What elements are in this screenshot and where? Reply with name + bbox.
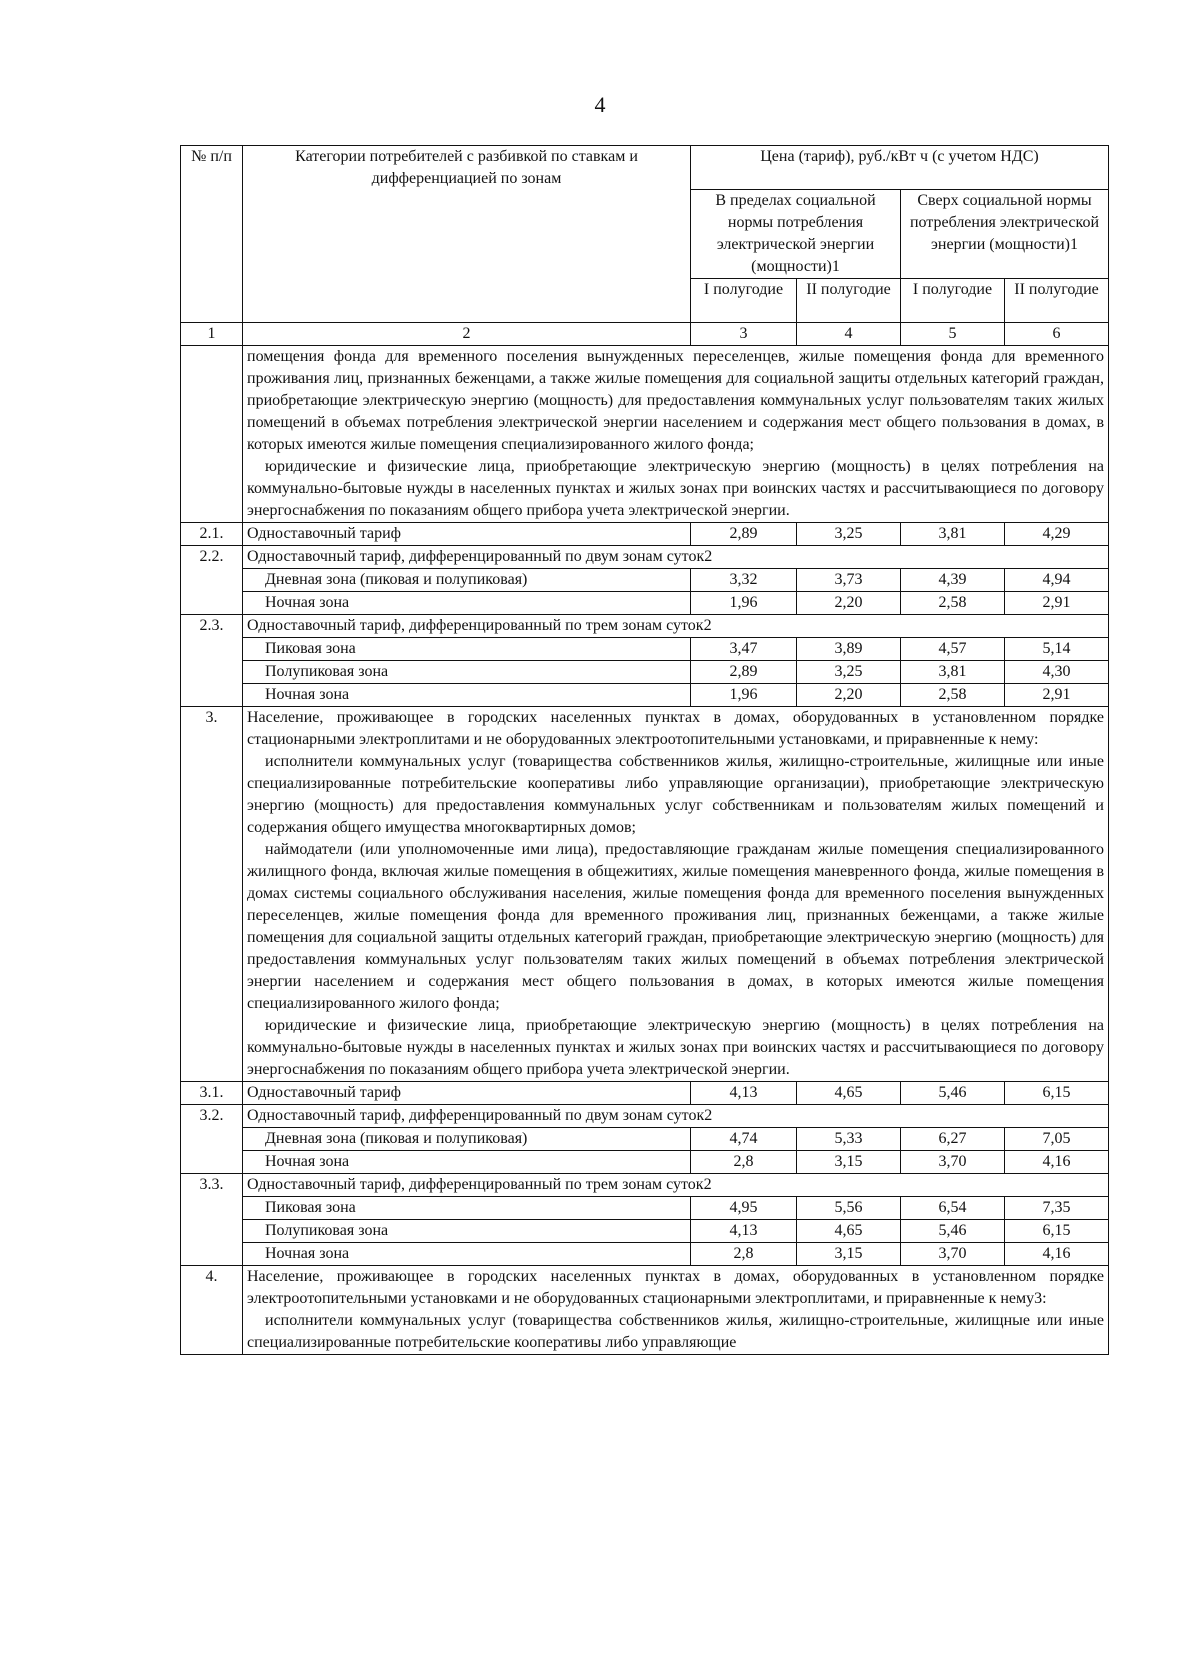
table-row — [181, 1151, 1109, 1174]
value-cell: 5,14 — [1005, 638, 1109, 661]
row-label: Дневная зона (пиковая и полупиковая) — [243, 1128, 691, 1151]
header-above-norm: Сверх социальной нормы потребления электрической энергии (мощности)1 — [901, 190, 1109, 279]
value-cell: 3,25 — [797, 661, 901, 684]
table-row — [181, 1243, 1109, 1266]
row-number: 3.2. — [181, 1105, 243, 1174]
row-label: Полупиковая зона — [243, 661, 691, 684]
value-cell: 2,91 — [1005, 592, 1109, 615]
section-description — [243, 707, 1109, 1082]
value-cell: 2,91 — [1005, 684, 1109, 707]
row-number: 4. — [181, 1266, 243, 1355]
table-row — [181, 546, 1109, 569]
value-cell: 6,54 — [901, 1197, 1005, 1220]
row-number: 2.2. — [181, 546, 243, 615]
row-label: Пиковая зона — [243, 1197, 691, 1220]
row-number: 2.1. — [181, 523, 243, 546]
value-cell: 3,25 — [797, 523, 901, 546]
value-cell: 4,95 — [691, 1197, 797, 1220]
row-label: Полупиковая зона — [243, 1220, 691, 1243]
header-num: № п/п — [181, 146, 243, 323]
row-label: Пиковая зона — [243, 638, 691, 661]
table-row — [181, 1105, 1109, 1128]
value-cell: 4,65 — [797, 1220, 901, 1243]
value-cell: 7,05 — [1005, 1128, 1109, 1151]
table-row — [181, 592, 1109, 615]
row-label: Ночная зона — [243, 684, 691, 707]
value-cell: 3,81 — [901, 661, 1005, 684]
value-cell: 4,30 — [1005, 661, 1109, 684]
value-cell: 3,89 — [797, 638, 901, 661]
value-cell: 4,74 — [691, 1128, 797, 1151]
value-cell: 3,47 — [691, 638, 797, 661]
value-cell: 3,70 — [901, 1151, 1005, 1174]
value-cell: 4,13 — [691, 1082, 797, 1105]
value-cell: 4,94 — [1005, 569, 1109, 592]
row-label: Одноставочный тариф — [243, 1082, 691, 1105]
value-cell: 4,16 — [1005, 1151, 1109, 1174]
header-h2-above: II полугодие — [1005, 279, 1109, 323]
value-cell: 5,56 — [797, 1197, 901, 1220]
row-subtitle: Одноставочный тариф, дифференцированный по трем зонам суток2 — [243, 615, 1109, 638]
continuation-paragraph: помещения фонда для временного поселения вынужденных переселенцев, жилые помещения фонда для временного проживания лиц, признанных беженцами, а также жилые помещения для социальной защиты отдельных категорий граждан, приобретающие электрическую энергию (мощность) для предоставления коммунальных услуг пользователям таких жилых помещений в объемах потребления электрической энергии населением и содержания мест общего пользования в домах, в которых имеются жилые помещения специализированного жилого фонда; — [247, 348, 1104, 453]
section-paragraph: исполнители коммунальных услуг (товарищества собственников жилья, жилищно-строительные, жилищные или иные специализированные потребительские кооперативы либо управляющие — [247, 1312, 1104, 1351]
value-cell: 5,46 — [901, 1082, 1005, 1105]
value-cell: 3,81 — [901, 523, 1005, 546]
value-cell: 5,46 — [901, 1220, 1005, 1243]
section-paragraph: наймодатели (или уполномоченные ими лица), предоставляющие гражданам жилые помещения специализированного жилищного фонда, включая жилые помещения в общежитиях, жилые помещения маневренного фонда, жилые помещения в домах системы социального обслуживания населения, жилые помещения фонда для временного поселения вынужденных переселенцев, жилые помещения фонда для временного проживания лиц, признанных беженцами, а также жилые помещения для социальной защиты отдельных категорий граждан, приобретающие электрическую энергию (мощность) для предоставления коммунальных услуг пользователям таких жилых помещений в объемах потребления электрической энергии населением и содержания мест общего пользования в домах, в которых имеются жилые помещения специализированного жилого фонда; — [247, 841, 1104, 1012]
value-cell: 2,8 — [691, 1243, 797, 1266]
value-cell: 2,20 — [797, 592, 901, 615]
row-number: 3.1. — [181, 1082, 243, 1105]
table-row — [181, 1128, 1109, 1151]
row-number: 3. — [181, 707, 243, 1082]
header-category: Категории потребителей с разбивкой по ставкам и дифференциацией по зонам — [243, 146, 691, 323]
row-label: Ночная зона — [243, 1151, 691, 1174]
table-row — [181, 615, 1109, 638]
page-number: 4 — [594, 92, 606, 117]
value-cell: 1,96 — [691, 684, 797, 707]
section-description — [243, 1266, 1109, 1355]
value-cell: 1,96 — [691, 592, 797, 615]
row-number: 2.3. — [181, 615, 243, 707]
colnum-2: 2 — [243, 323, 691, 346]
table-row — [181, 1266, 1109, 1355]
row-subtitle: Одноставочный тариф, дифференцированный по трем зонам суток2 — [243, 1174, 1109, 1197]
row-label: Ночная зона — [243, 592, 691, 615]
value-cell: 5,33 — [797, 1128, 901, 1151]
row-label: Одноставочный тариф — [243, 523, 691, 546]
table-row — [181, 569, 1109, 592]
value-cell: 4,57 — [901, 638, 1005, 661]
header-row — [181, 146, 1109, 190]
row-number: 3.3. — [181, 1174, 243, 1266]
value-cell: 3,32 — [691, 569, 797, 592]
value-cell: 4,16 — [1005, 1243, 1109, 1266]
table-row — [181, 1197, 1109, 1220]
table-row — [181, 1220, 1109, 1243]
column-numbers-row — [181, 323, 1109, 346]
colnum-3: 3 — [691, 323, 797, 346]
header-price-title: Цена (тариф), руб./кВт ч (с учетом НДС) — [691, 146, 1109, 190]
row-subtitle: Одноставочный тариф, дифференцированный по двум зонам суток2 — [243, 1105, 1109, 1128]
continuation-paragraph: юридические и физические лица, приобретающие электрическую энергию (мощность) в целях потребления на коммунально-бытовые нужды в населенных пунктах и жилых зонах при воинских частях и рассчитывающиеся по договору энергоснабжения по показаниям общего прибора учета электрической энергии. — [247, 458, 1104, 519]
value-cell: 6,15 — [1005, 1220, 1109, 1243]
tariff-table — [180, 145, 1109, 1355]
value-cell: 4,39 — [901, 569, 1005, 592]
section-paragraph: Население, проживающее в городских населенных пунктах в домах, оборудованных в установленном порядке стационарными электроплитами и не оборудованных электроотопительными установками, и приравненные к нему: — [247, 709, 1104, 748]
value-cell: 6,15 — [1005, 1082, 1109, 1105]
colnum-5: 5 — [901, 323, 1005, 346]
table-row — [181, 684, 1109, 707]
row-subtitle: Одноставочный тариф, дифференцированный по двум зонам суток2 — [243, 546, 1109, 569]
continuation-text — [243, 346, 1109, 523]
header-h1-above: I полугодие — [901, 279, 1005, 323]
table-row — [181, 523, 1109, 546]
value-cell: 2,58 — [901, 592, 1005, 615]
value-cell: 7,35 — [1005, 1197, 1109, 1220]
header-h1-within: I полугодие — [691, 279, 797, 323]
header-within-norm: В пределах социальной нормы потребления электрической энергии (мощности)1 — [691, 190, 901, 279]
colnum-4: 4 — [797, 323, 901, 346]
value-cell: 2,20 — [797, 684, 901, 707]
continuation-row — [181, 346, 1109, 523]
value-cell: 3,15 — [797, 1243, 901, 1266]
value-cell: 2,89 — [691, 661, 797, 684]
table-row — [181, 661, 1109, 684]
table-row — [181, 638, 1109, 661]
table-row — [181, 1082, 1109, 1105]
value-cell: 4,29 — [1005, 523, 1109, 546]
value-cell: 2,8 — [691, 1151, 797, 1174]
value-cell: 2,89 — [691, 523, 797, 546]
value-cell: 4,65 — [797, 1082, 901, 1105]
value-cell: 2,58 — [901, 684, 1005, 707]
section-paragraph: Население, проживающее в городских населенных пунктах в домах, оборудованных в установленном порядке электроотопительными установками и не оборудованных стационарными электроплитами, и приравненные к нему3: — [247, 1268, 1104, 1307]
value-cell: 6,27 — [901, 1128, 1005, 1151]
header-h2-within: II полугодие — [797, 279, 901, 323]
table-row — [181, 1174, 1109, 1197]
section-paragraph: юридические и физические лица, приобретающие электрическую энергию (мощность) в целях потребления на коммунально-бытовые нужды в населенных пунктах и жилых зонах при воинских частях и рассчитывающиеся по договору энергоснабжения по показаниям общего прибора учета электрической энергии. — [247, 1017, 1104, 1078]
value-cell: 3,15 — [797, 1151, 901, 1174]
colnum-1: 1 — [181, 323, 243, 346]
value-cell: 4,13 — [691, 1220, 797, 1243]
value-cell: 3,73 — [797, 569, 901, 592]
row-label: Дневная зона (пиковая и полупиковая) — [243, 569, 691, 592]
section-paragraph: исполнители коммунальных услуг (товарищества собственников жилья, жилищно-строительные, жилищные или иные специализированные потребительские кооперативы либо управляющие организации), приобретающие электрическую энергию (мощность) для предоставления коммунальных услуг собственникам и пользователям жилых помещений и содержания общего имущества многоквартирных домов; — [247, 753, 1104, 836]
row-label: Ночная зона — [243, 1243, 691, 1266]
colnum-6: 6 — [1005, 323, 1109, 346]
value-cell: 3,70 — [901, 1243, 1005, 1266]
table-row — [181, 707, 1109, 1082]
